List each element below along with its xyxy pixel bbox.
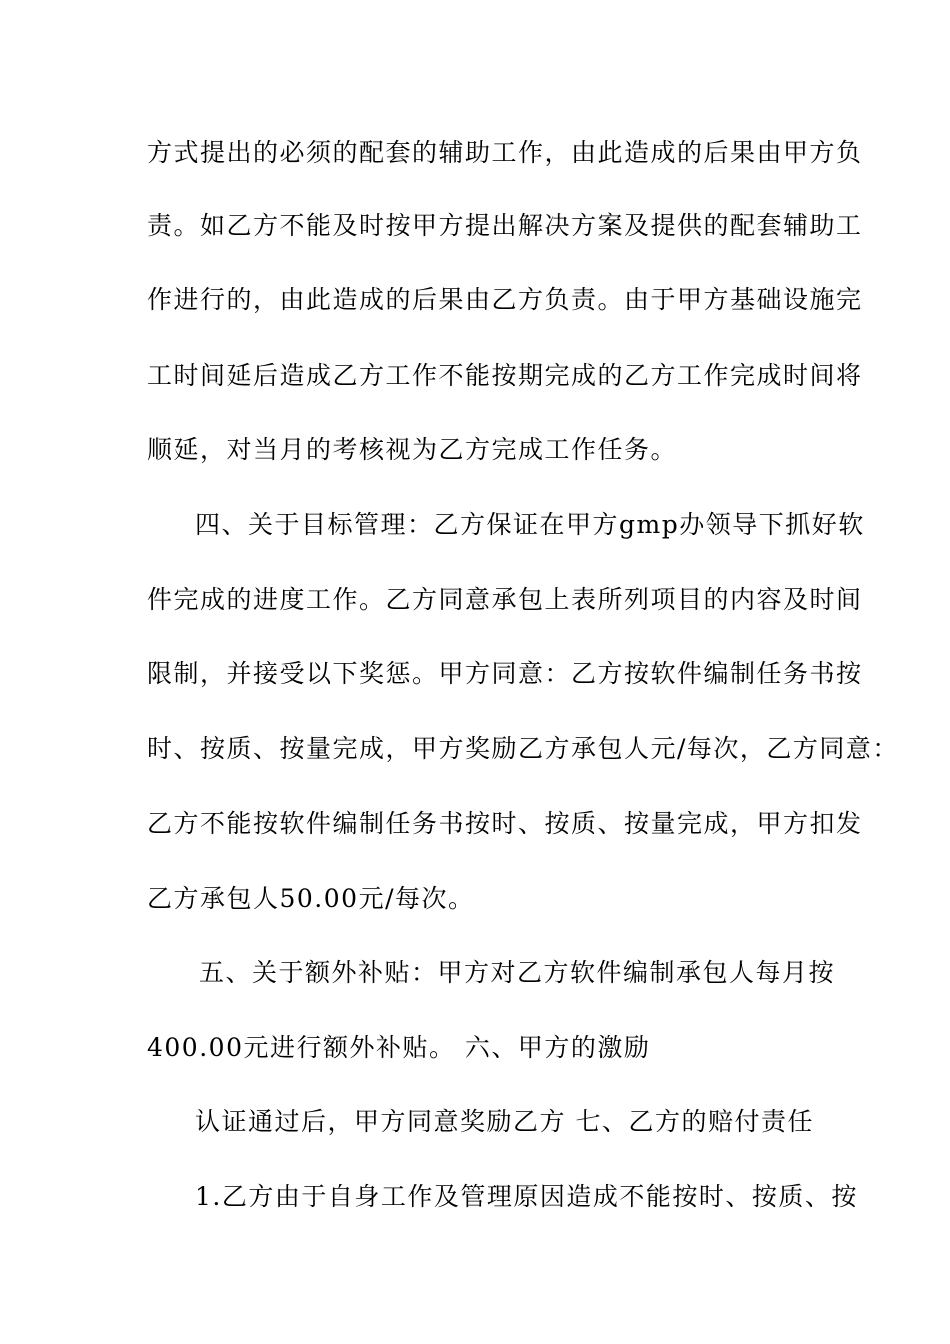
- section-five-heading: 五、关于额外补贴：甲方对乙方软件编制承包人每月按: [199, 958, 836, 987]
- section-four-heading: 四、关于目标管理：乙方保证在甲方gmp办领导下抓好软: [195, 510, 865, 539]
- paragraph-line: 工时间延后造成乙方工作不能按期完成的乙方工作完成时间将: [147, 361, 863, 390]
- paragraph-line: 责。如乙方不能及时按甲方提出解决方案及提供的配套辅助工: [147, 211, 863, 240]
- paragraph-line: 400.00元进行额外补贴。 六、甲方的激励: [147, 1033, 651, 1062]
- paragraph-line: 时、按质、按量完成，甲方奖励乙方承包人元/每次，乙方同意：: [147, 734, 899, 763]
- paragraph-line: 件完成的进度工作。乙方同意承包上表所列项目的内容及时间: [147, 585, 863, 614]
- paragraph-line: 方式提出的必须的配套的辅助工作，由此造成的后果由甲方负: [147, 138, 863, 167]
- section-six-seven-line: 认证通过后，甲方同意奖励乙方 七、乙方的赔付责任: [195, 1107, 814, 1136]
- paragraph-line: 顺延，对当月的考核视为乙方完成工作任务。: [147, 435, 678, 464]
- clause-one-line: 1.乙方由于自身工作及管理原因造成不能按时、按质、按: [195, 1182, 858, 1211]
- paragraph-line: 作进行的，由此造成的后果由乙方负责。由于甲方基础设施完: [147, 285, 863, 314]
- paragraph-line: 乙方不能按软件编制任务书按时、按质、按量完成，甲方扣发: [147, 809, 863, 838]
- paragraph-line: 乙方承包人50.00元/每次。: [147, 884, 475, 913]
- paragraph-line: 限制，并接受以下奖惩。甲方同意：乙方按软件编制任务书按: [147, 659, 863, 688]
